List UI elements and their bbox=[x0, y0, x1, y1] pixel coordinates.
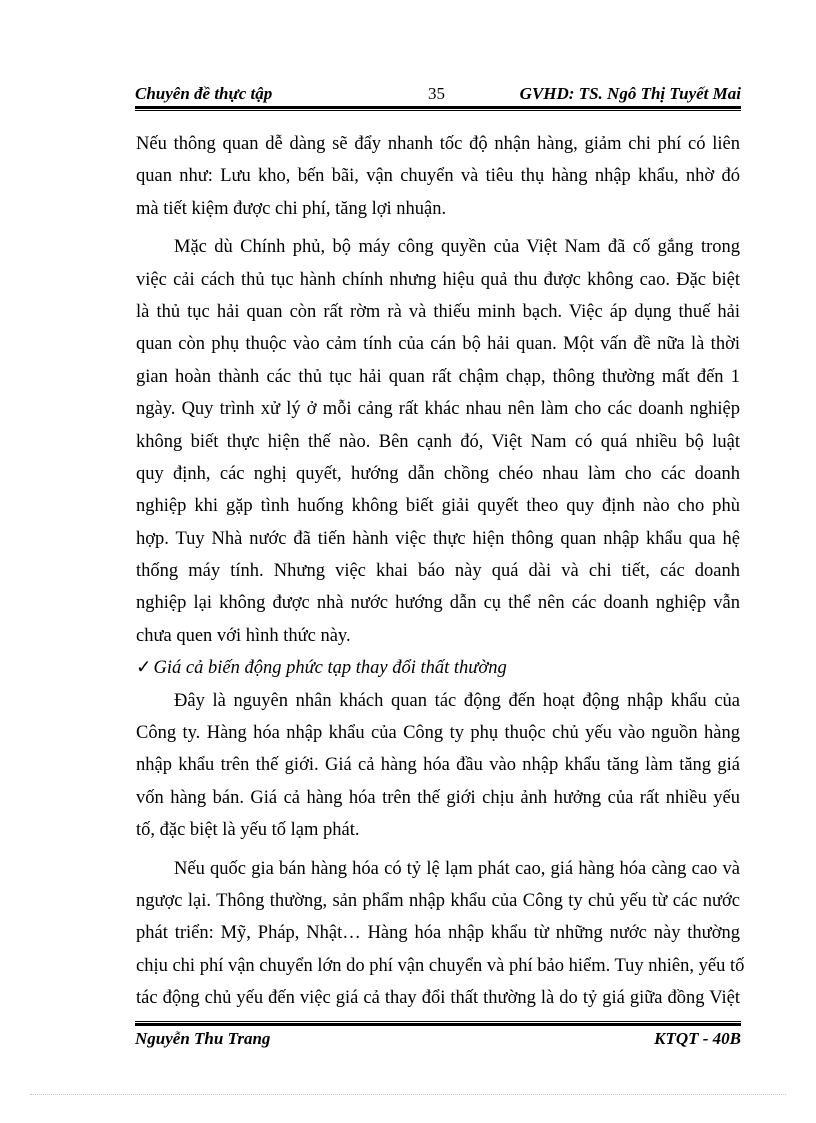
header-rule-thick bbox=[135, 106, 741, 109]
text-line: thống máy tính. Nhưng việc khai báo này quá dài và chi tiết, các doanh bbox=[136, 561, 740, 582]
text-line: việc cải cách thủ tục hành chính nhưng hiệu quả thu được không cao. Đặc biệt bbox=[136, 269, 740, 290]
text-line: ngược lại. Thông thường, sản phẩm nhập khẩu của Công ty chủ yếu từ các nước bbox=[136, 890, 740, 911]
header-title: Chuyên đề thực tập bbox=[135, 84, 273, 103]
paragraph-2 bbox=[136, 231, 740, 652]
text-line: nhập khẩu trên thế giới. Giá cả hàng hóa đầu vào nhập khẩu tăng làm tăng giá bbox=[136, 755, 740, 776]
text-line: Nếu quốc gia bán hàng hóa có tỷ lệ lạm phát cao, giá hàng hóa càng cao và bbox=[174, 858, 740, 879]
footer-class: KTQT - 40B bbox=[654, 1029, 741, 1048]
text-line: nghiệp lại không được nhà nước hướng dẫn cụ thể nên các doanh nghiệp vẫn bbox=[136, 593, 740, 614]
page-header bbox=[135, 82, 741, 106]
paragraph-4 bbox=[136, 853, 745, 1015]
document-body bbox=[136, 128, 745, 1015]
text-line: không biết thực hiện thế nào. Bên cạnh đó, Việt Nam có quá nhiều bộ luật bbox=[136, 431, 740, 452]
text-line: chịu chi phí vận chuyển lớn do phí vận chuyển và phí bảo hiểm. Tuy nhiên, yếu tố bbox=[136, 955, 745, 976]
text-line: quan còn phụ thuộc vào cảm tính của cán bộ hải quan. Một vấn đề nữa là thời bbox=[136, 334, 740, 355]
header-supervisor: GVHD: TS. Ngô Thị Tuyết Mai bbox=[519, 84, 741, 103]
text-line: mà tiết kiệm được chi phí, tăng lợi nhuận. bbox=[136, 198, 447, 219]
text-line: ngày. Quy trình xử lý ở mỗi cảng rất khác nhau nên làm cho các doanh nghiệp bbox=[136, 399, 740, 420]
text-line: tố, đặc biệt là yếu tố lạm phát. bbox=[136, 820, 360, 841]
text-line: chưa quen với hình thức này. bbox=[136, 625, 351, 646]
page-border-dotted bbox=[30, 1094, 786, 1095]
text-line: phát triển: Mỹ, Pháp, Nhật… Hàng hóa nhập khẩu từ những nước này thường bbox=[136, 923, 740, 944]
section-bullet bbox=[136, 652, 740, 684]
page-number: 35 bbox=[428, 84, 445, 103]
footer-rule-thin bbox=[135, 1021, 741, 1022]
text-line: Công ty. Hàng hóa nhập khẩu của Công ty phụ thuộc chủ yếu vào nguồn hàng bbox=[136, 723, 740, 744]
bullet-text: Giá cả biến động phức tạp thay đổi thất thường bbox=[153, 658, 507, 679]
text-line: quy định, các nghị quyết, hướng dẫn chồng chéo nhau làm cho các doanh bbox=[136, 463, 740, 484]
text-line: nghiệp khi gặp tình huống không biết giải quyết theo quy định nào cho phù bbox=[136, 496, 740, 517]
text-line: quan như: Lưu kho, bến bãi, vận chuyển và tiêu thụ hàng nhập khẩu, nhờ đó bbox=[136, 166, 740, 187]
text-line: là thủ tục hải quan còn rất rờm rà và thiếu minh bạch. Việc áp dụng thuế hải bbox=[136, 301, 740, 322]
text-line: Đây là nguyên nhân khách quan tác động đến hoạt động nhập khẩu của bbox=[174, 690, 740, 711]
paragraph-1 bbox=[136, 128, 740, 225]
paragraph-3 bbox=[136, 685, 740, 847]
checkmark-icon: ✓ bbox=[136, 658, 152, 679]
text-line: vốn hàng bán. Giá cả hàng hóa trên thế giới chịu ảnh hưởng của rất nhiều yếu bbox=[136, 787, 740, 808]
text-line: tác động chủ yếu đến việc giá cả thay đổi thất thường là do tỷ giá giữa đồng Việt bbox=[136, 988, 740, 1009]
text-line: Mặc dù Chính phủ, bộ máy công quyền của Việt Nam đã cố gắng trong bbox=[174, 237, 740, 258]
header-rule-thin bbox=[135, 110, 741, 111]
footer-author: Nguyễn Thu Trang bbox=[135, 1029, 271, 1048]
text-line: gian hoàn thành các thủ tục hải quan rất chậm chạp, thông thường mất đến 1 bbox=[136, 366, 740, 387]
page-footer bbox=[135, 1026, 741, 1052]
text-line: hợp. Tuy Nhà nước đã tiến hành việc thực hiện thông quan nhập khẩu qua hệ bbox=[136, 528, 740, 549]
text-line: Nếu thông quan dễ dàng sẽ đẩy nhanh tốc độ nhận hàng, giảm chi phí có liên bbox=[136, 134, 740, 154]
